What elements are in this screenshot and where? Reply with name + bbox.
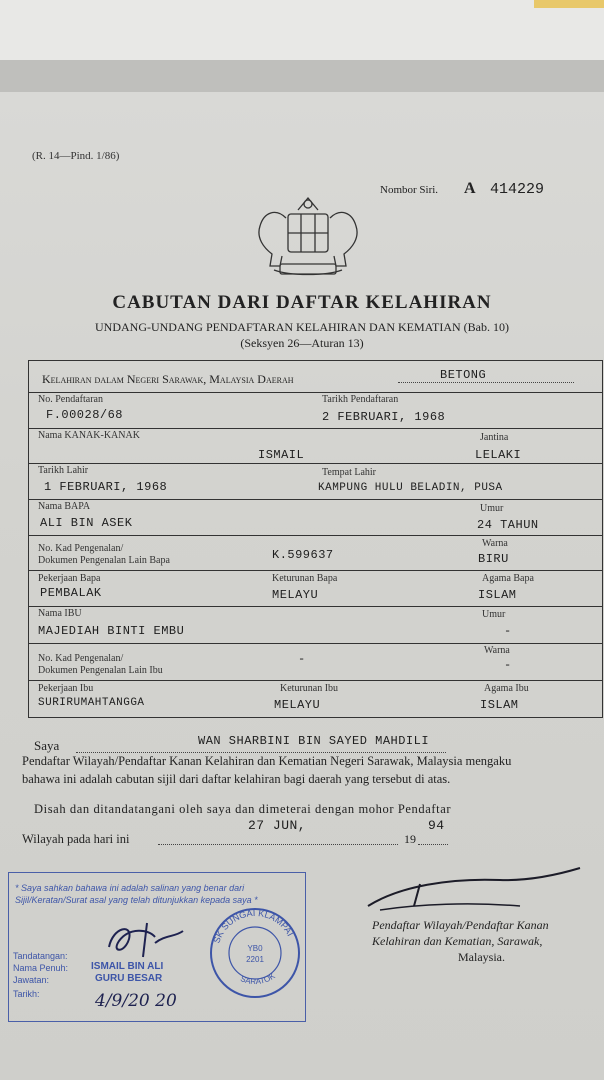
mother-color-value: - bbox=[504, 658, 512, 672]
mother-id-label-2: Dokumen Pengenalan Lain Ibu bbox=[38, 665, 163, 676]
district-value: BETONG bbox=[440, 368, 487, 382]
declaration-day-label: Wilayah pada hari ini bbox=[22, 832, 130, 846]
mother-id-label-1: No. Kad Pengenalan/ bbox=[38, 653, 124, 664]
stamp-position-label: Jawatan: bbox=[13, 975, 50, 985]
father-name-label: Nama BAPA bbox=[38, 501, 91, 512]
certifier-signature bbox=[99, 917, 189, 961]
father-ethnicity-value: MELAYU bbox=[272, 588, 319, 602]
birth-place-label: Tempat Lahir bbox=[322, 467, 376, 478]
declaration-saya-label: Saya bbox=[34, 738, 60, 753]
coat-of-arms-emblem bbox=[250, 192, 366, 280]
declaration-date-value: 27 JUN, bbox=[248, 818, 307, 833]
background-shadow bbox=[0, 60, 604, 92]
father-id-label-1: No. Kad Pengenalan/ bbox=[38, 543, 124, 554]
declaration-line-3: bahawa ini adalah cabutan sijil dari daftar kelahiran bagi daerah yang tersebut di atas. bbox=[22, 772, 451, 786]
school-round-stamp bbox=[208, 906, 302, 1000]
birth-date-value: 1 FEBRUARI, 1968 bbox=[44, 480, 168, 494]
registrar-title-line-1: Pendaftar Wilayah/Pendaftar Kanan bbox=[372, 918, 549, 932]
svg-text:SK SUNGAI KLAMPAI bbox=[211, 908, 295, 944]
mother-age-label: Umur bbox=[482, 609, 506, 620]
mother-color-label: Warna bbox=[484, 645, 510, 656]
registration-number-value: F.00028/68 bbox=[46, 408, 124, 422]
stamp-signature-label: Tandatangan: bbox=[13, 951, 68, 961]
father-occupation-value: PEMBALAK bbox=[40, 586, 102, 600]
father-color-label: Warna bbox=[482, 538, 508, 549]
background-top bbox=[0, 0, 604, 60]
declaration-year-value: 94 bbox=[428, 818, 445, 833]
mother-ethnicity-label: Keturunan Ibu bbox=[280, 683, 339, 694]
father-id-value: K.599637 bbox=[272, 548, 334, 562]
mother-name-label: Nama IBU bbox=[38, 608, 82, 619]
father-ethnicity-label: Keturunan Bapa bbox=[272, 573, 338, 584]
stamp-line-2: Sijil/Keratan/Surat asal yang telah ditunjukkan kepada saya * bbox=[15, 895, 258, 905]
document-section: (Seksyen 26—Aturan 13) bbox=[240, 336, 364, 350]
birth-place-value: KAMPUNG HULU BELADIN, PUSA bbox=[318, 482, 503, 494]
document-subtitle: UNDANG-UNDANG PENDAFTARAN KELAHIRAN DAN KEMATIAN (Bab. 10) bbox=[94, 320, 509, 334]
registration-date-value: 2 FEBRUARI, 1968 bbox=[322, 410, 446, 424]
stamp-position-value: GURU BESAR bbox=[95, 973, 163, 984]
mother-occupation-label: Pekerjaan Ibu bbox=[38, 683, 94, 694]
stamp-date-value: 4/9/20 20 bbox=[95, 991, 177, 1011]
round-stamp-code-2: 2201 bbox=[246, 955, 264, 964]
stamp-name-value: ISMAIL BIN ALI bbox=[91, 961, 164, 972]
registrar-signature bbox=[360, 866, 590, 916]
father-occupation-label: Pekerjaan Bapa bbox=[38, 573, 101, 584]
registration-number-label: No. Pendaftaran bbox=[38, 394, 103, 405]
serial-label: Nombor Siri. bbox=[380, 184, 439, 196]
declaration-year-prefix: 19 bbox=[404, 832, 416, 846]
serial-number: 414229 bbox=[490, 181, 545, 198]
district-label: Kelahiran dalam Negeri Sarawak, Malaysia Daerah bbox=[42, 372, 294, 386]
mother-id-value: - bbox=[298, 652, 306, 666]
stamp-line-1: * Saya sahkan bahawa ini adalah salinan yang benar dari bbox=[15, 883, 245, 893]
mother-ethnicity-value: MELAYU bbox=[274, 698, 321, 712]
mother-religion-label: Agama Ibu bbox=[484, 683, 529, 694]
registration-date-label: Tarikh Pendaftaran bbox=[322, 394, 399, 405]
gender-value: LELAKI bbox=[475, 448, 522, 462]
stamp-date-label: Tarikh: bbox=[13, 989, 40, 999]
round-stamp-bottom-text: SARATOK bbox=[239, 971, 277, 987]
declaration-line-2: Pendaftar Wilayah/Pendaftar Kanan Kelahiran dan Kematian Negeri Sarawak, Malaysia mengaku bbox=[22, 754, 512, 768]
round-stamp-code-1: YB0 bbox=[247, 944, 263, 953]
mother-occupation-value: SURIRUMAHTANGGA bbox=[38, 697, 145, 709]
mother-religion-value: ISLAM bbox=[480, 698, 519, 712]
background-accent bbox=[534, 0, 604, 8]
father-color-value: BIRU bbox=[478, 552, 509, 566]
round-stamp-top-text: SK SUNGAI KLAMPAI bbox=[211, 907, 296, 945]
form-reference: (R. 14—Pind. 1/86) bbox=[32, 150, 120, 162]
child-name-value: ISMAIL bbox=[258, 448, 305, 462]
father-religion-label: Agama Bapa bbox=[482, 573, 534, 584]
serial-letter: A bbox=[464, 180, 476, 197]
father-religion-value: ISLAM bbox=[478, 588, 517, 602]
father-name-value: ALI BIN ASEK bbox=[40, 516, 133, 530]
birth-date-label: Tarikh Lahir bbox=[38, 465, 89, 476]
registrar-title-line-3: Malaysia. bbox=[458, 950, 505, 964]
registrar-name-value: WAN SHARBINI BIN SAYED MAHDILI bbox=[198, 734, 430, 748]
document-title: CABUTAN DARI DAFTAR KELAHIRAN bbox=[112, 292, 492, 313]
father-age-value: 24 TAHUN bbox=[477, 518, 539, 532]
father-age-label: Umur bbox=[480, 503, 504, 514]
registrar-title-line-2: Kelahiran dan Kematian, Sarawak, bbox=[372, 934, 543, 948]
father-id-label-2: Dokumen Pengenalan Lain Bapa bbox=[38, 555, 170, 566]
stamp-name-label: Nama Penuh: bbox=[13, 963, 69, 973]
gender-label: Jantina bbox=[480, 432, 509, 443]
mother-name-value: MAJEDIAH BINTI EMBU bbox=[38, 624, 185, 638]
mother-age-value: - bbox=[504, 624, 512, 638]
svg-text:SARATOK bbox=[239, 971, 277, 986]
declaration-line-4: Disah dan ditandatangani oleh saya dan dimeterai dengan mohor Pendaftar bbox=[34, 802, 452, 816]
child-name-label: Nama KANAK-KANAK bbox=[38, 430, 140, 441]
